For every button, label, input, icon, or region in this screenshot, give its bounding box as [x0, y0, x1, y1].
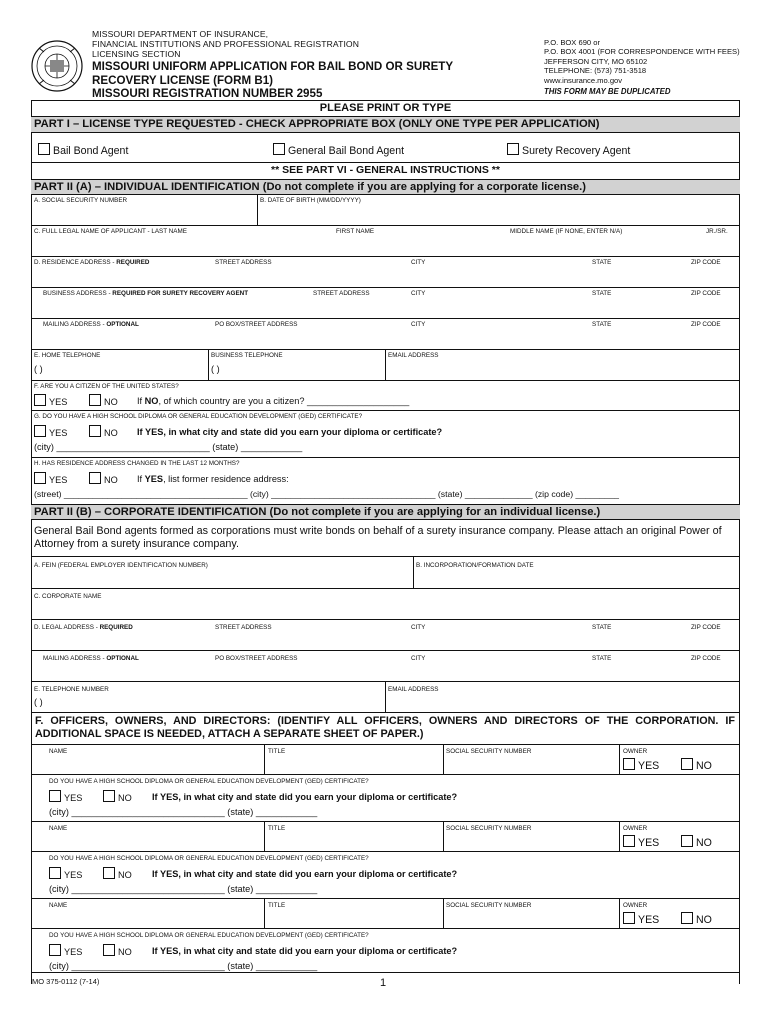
part1-heading: PART I – LICENSE TYPE REQUESTED - CHECK APPROPRIATE BOX (ONLY ONE TYPE PER APPLICATION) [31, 116, 740, 133]
officer-owner-label: OWNER [623, 825, 648, 832]
officer-ged-no[interactable]: NO [103, 790, 132, 804]
zip-label: ZIP CODE [691, 290, 721, 297]
corp-email-label: EMAIL ADDRESS [388, 686, 439, 693]
form-title-line-3: MISSOURI REGISTRATION NUMBER 2955 [92, 87, 323, 100]
corporate-name-input[interactable] [33, 602, 737, 618]
ssn-label: A. SOCIAL SECURITY NUMBER [34, 197, 128, 204]
checkbox[interactable] [34, 472, 46, 484]
mailing-address-input[interactable] [33, 330, 737, 348]
officer-ged-question: DO YOU HAVE A HIGH SCHOOL DIPLOMA OR GENERAL EDUCATION DEVELOPMENT (GED) CERTIFICATE? [49, 778, 369, 785]
checkbox[interactable] [103, 944, 115, 956]
first-name-label: FIRST NAME [336, 228, 375, 235]
officer-city-state-line[interactable]: (city) ______________________________ (state) ____________ [49, 884, 318, 894]
officer-city-state-line[interactable]: (city) ______________________________ (state) ____________ [49, 961, 318, 971]
zip-label: ZIP CODE [691, 624, 721, 631]
page-number: 1 [380, 977, 387, 989]
officer-title-input[interactable] [266, 757, 441, 773]
corporate-intro: General Bail Bond agents formed as corporations must write bonds on behalf of a surety insurance company. Please attach an original Power of Attorney from a surety insurance company. [34, 525, 722, 550]
ged-no[interactable]: NO [89, 425, 118, 439]
business-address-label: BUSINESS ADDRESS - REQUIRED FOR SURETY RECOVERY AGENT [43, 290, 249, 297]
owner-yes[interactable]: YES [623, 758, 659, 772]
form-title-line-1: MISSOURI UNIFORM APPLICATION FOR BAIL BOND OR SURETY [92, 60, 454, 73]
checkbox[interactable] [89, 394, 101, 406]
former-address-line[interactable]: (street) ______________________________________ (city) __________________________________ (state) ______________ (zip code) _________ [34, 489, 619, 499]
owner-yes[interactable]: YES [623, 835, 659, 849]
ged-question: G. DO YOU HAVE A HIGH SCHOOL DIPLOMA OR GENERAL EDUCATION DEVELOPMENT (GED) CERTIFICATE? [34, 413, 363, 420]
state-label: STATE [592, 655, 612, 662]
officer-title-input[interactable] [266, 911, 441, 927]
part2a-heading: PART II (A) – INDIVIDUAL IDENTIFICATION (Do not complete if you are applying for a corporate license.) [31, 179, 740, 195]
mailing-address-label: MAILING ADDRESS - OPTIONAL [43, 321, 139, 328]
officer-ssn-input[interactable] [445, 757, 617, 773]
citizen-yes[interactable]: YES [34, 394, 67, 408]
dept-line-2: FINANCIAL INSTITUTIONS AND PROFESSIONAL REGISTRATION [92, 39, 360, 49]
checkbox[interactable] [49, 867, 61, 879]
officer-ged-yes[interactable]: YES [49, 790, 82, 804]
officer-title-label: TITLE [268, 825, 286, 832]
residence-changed-no[interactable]: NO [89, 472, 118, 486]
state-label: STATE [592, 321, 612, 328]
officer-title-label: TITLE [268, 748, 286, 755]
see-part6-note: ** SEE PART VI - GENERAL INSTRUCTIONS ** [271, 164, 500, 176]
ged-city-state-line[interactable]: (city) ______________________________ (state) ____________ [34, 442, 303, 452]
officer-ged-no[interactable]: NO [103, 944, 132, 958]
dept-line-1: MISSOURI DEPARTMENT OF INSURANCE, [92, 29, 269, 39]
corp-mailing-address-input[interactable] [33, 664, 737, 680]
incorporation-date-label: B. INCORPORATION/FORMATION DATE [416, 562, 534, 569]
checkbox[interactable] [681, 912, 693, 924]
telephone-line: TELEPHONE: (573) 751-3518 [544, 66, 647, 76]
corp-mailing-address-label: MAILING ADDRESS - OPTIONAL [43, 655, 139, 662]
owner-no[interactable]: NO [681, 758, 712, 772]
address-line-3: JEFFERSON CITY, MO 65102 [544, 56, 648, 66]
please-print-heading: PLEASE PRINT OR TYPE [319, 102, 452, 114]
legal-address-input[interactable] [33, 633, 737, 649]
officer-ssn-label: SOCIAL SECURITY NUMBER [446, 902, 532, 909]
part2b-heading: PART II (B) – CORPORATE IDENTIFICATION (Do not complete if you are applying for an individual license.) [31, 504, 740, 520]
officer-title-label: TITLE [268, 902, 286, 909]
checkbox[interactable] [681, 758, 693, 770]
residence-address-input[interactable] [33, 268, 737, 286]
checkbox[interactable] [623, 835, 635, 847]
legal-address-label: D. LEGAL ADDRESS - REQUIRED [34, 624, 133, 631]
dob-input[interactable] [259, 206, 737, 224]
checkbox[interactable] [103, 790, 115, 802]
home-telephone-label: E. HOME TELEPHONE [34, 352, 101, 359]
po-box-label: PO BOX/STREET ADDRESS [215, 321, 298, 328]
fein-input[interactable] [33, 571, 411, 587]
city-label: CITY [411, 321, 426, 328]
fein-label: A. FEIN (FEDERAL EMPLOYER IDENTIFICATION NUMBER) [34, 562, 208, 569]
owner-yes[interactable]: YES [623, 912, 659, 926]
dept-line-3: LICENSING SECTION [92, 49, 181, 59]
option-bail-bond-agent[interactable]: Bail Bond Agent [38, 143, 128, 157]
checkbox[interactable] [623, 758, 635, 770]
corp-telephone-label: E. TELEPHONE NUMBER [34, 686, 109, 693]
address-line-1: P.O. BOX 690 or [544, 38, 600, 47]
checkbox[interactable] [507, 143, 519, 155]
form-title-line-2: RECOVERY LICENSE (FORM B1) [92, 73, 274, 87]
checkbox[interactable] [89, 472, 101, 484]
owner-no[interactable]: NO [681, 912, 712, 926]
citizen-question: F. ARE YOU A CITIZEN OF THE UNITED STATES? [34, 383, 179, 390]
checkbox[interactable] [49, 790, 61, 802]
officer-name-label: NAME [49, 748, 68, 755]
ssn-input[interactable] [33, 206, 255, 224]
dob-label: B. DATE OF BIRTH (MM/DD/YYYY) [260, 197, 361, 204]
owner-no[interactable]: NO [681, 835, 712, 849]
street-address-label: STREET ADDRESS [313, 290, 370, 297]
officer-city-state-line[interactable]: (city) ______________________________ (state) ____________ [49, 807, 318, 817]
officer-name-label: NAME [49, 902, 68, 909]
officer-ssn-label: SOCIAL SECURITY NUMBER [446, 825, 532, 832]
full-name-input[interactable] [33, 237, 737, 255]
officer-ged-no[interactable]: NO [103, 867, 132, 881]
corp-telephone-input[interactable]: ( ) [34, 697, 43, 707]
option-surety-recovery-agent[interactable]: Surety Recovery Agent [507, 143, 630, 157]
jr-sr-label: JR./SR. [706, 228, 728, 235]
state-label: STATE [592, 290, 612, 297]
full-name-label: C. FULL LEGAL NAME OF APPLICANT - LAST NAME [34, 228, 187, 235]
ged-yes[interactable]: YES [34, 425, 67, 439]
email-label: EMAIL ADDRESS [388, 352, 439, 359]
officers-heading: F. OFFICERS, OWNERS, AND DIRECTORS: (IDENTIFY ALL OFFICERS, OWNERS AND DIRECTORS OF THE CORPORATION. IF ADDITIONAL SPACE IS NEEDED, ATTACH A SEPARATE SHEET OF PAPER.) [35, 715, 735, 740]
officer-ged-question: DO YOU HAVE A HIGH SCHOOL DIPLOMA OR GENERAL EDUCATION DEVELOPMENT (GED) CERTIFICATE? [49, 855, 369, 862]
former-address-prompt: If YES, list former residence address: [137, 474, 289, 484]
officer-owner-label: OWNER [623, 748, 648, 755]
officer-ssn-label: SOCIAL SECURITY NUMBER [446, 748, 532, 755]
business-address-input[interactable] [33, 299, 737, 317]
incorporation-date-input[interactable] [415, 571, 737, 587]
address-line-2: P.O. BOX 4001 (FOR CORRESPONDENCE WITH FEES) [544, 47, 740, 57]
street-address-label: STREET ADDRESS [215, 259, 272, 266]
city-label: CITY [411, 624, 426, 631]
duplicate-note: THIS FORM MAY BE DUPLICATED [544, 87, 671, 96]
zip-label: ZIP CODE [691, 655, 721, 662]
officer-ged-city-prompt: If YES, in what city and state did you earn your diploma or certificate? [152, 792, 458, 802]
officer-name-label: NAME [49, 825, 68, 832]
city-label: CITY [411, 290, 426, 297]
street-address-label: STREET ADDRESS [215, 624, 272, 631]
website-line: www.insurance.mo.gov [544, 75, 623, 85]
officer-ged-city-prompt: If YES, in what city and state did you earn your diploma or certificate? [152, 946, 458, 956]
officer-ged-yes[interactable]: YES [49, 944, 82, 958]
zip-label: ZIP CODE [691, 259, 721, 266]
residence-changed-yes[interactable]: YES [34, 472, 67, 486]
po-box-label: PO BOX/STREET ADDRESS [215, 655, 298, 662]
residence-address-label: D. RESIDENCE ADDRESS - REQUIRED [34, 259, 150, 266]
form-number: MO 375-0112 (7-14) [32, 977, 100, 986]
checkbox[interactable] [34, 425, 46, 437]
checkbox[interactable] [103, 867, 115, 879]
checkbox[interactable] [273, 143, 285, 155]
officer-ged-city-prompt: If YES, in what city and state did you earn your diploma or certificate? [152, 869, 458, 879]
officer-ged-yes[interactable]: YES [49, 867, 82, 881]
email-input[interactable] [388, 362, 736, 378]
officer-name-input[interactable] [33, 911, 262, 927]
officer-name-input[interactable] [33, 834, 262, 850]
checkbox[interactable] [49, 944, 61, 956]
officer-ssn-input[interactable] [445, 834, 617, 850]
officer-title-input[interactable] [266, 834, 441, 850]
ged-city-prompt: If YES, in what city and state did you earn your diploma or certificate? [137, 427, 443, 437]
officer-ssn-input[interactable] [445, 911, 617, 927]
middle-name-label: MIDDLE NAME (IF NONE, ENTER N/A) [510, 228, 623, 235]
home-telephone-input[interactable]: ( ) [34, 364, 43, 374]
state-label: STATE [592, 624, 612, 631]
state-seal [30, 36, 84, 96]
corporate-name-label: C. CORPORATE NAME [34, 593, 102, 600]
state-label: STATE [592, 259, 612, 266]
corp-email-input[interactable] [388, 695, 736, 711]
city-label: CITY [411, 259, 426, 266]
checkbox[interactable] [34, 394, 46, 406]
business-telephone-input[interactable]: ( ) [211, 364, 220, 374]
seal-icon [30, 36, 84, 96]
business-telephone-label: BUSINESS TELEPHONE [211, 352, 283, 359]
officer-name-input[interactable] [33, 757, 262, 773]
checkbox[interactable] [681, 835, 693, 847]
checkbox[interactable] [623, 912, 635, 924]
city-label: CITY [411, 655, 426, 662]
option-general-bail-bond-agent[interactable]: General Bail Bond Agent [273, 143, 404, 157]
citizen-country-prompt: If NO, of which country are you a citizen? ____________________ [137, 396, 410, 406]
officer-owner-label: OWNER [623, 902, 648, 909]
officer-ged-question: DO YOU HAVE A HIGH SCHOOL DIPLOMA OR GENERAL EDUCATION DEVELOPMENT (GED) CERTIFICATE? [49, 932, 369, 939]
citizen-no[interactable]: NO [89, 394, 118, 408]
checkbox[interactable] [38, 143, 50, 155]
residence-changed-question: H. HAS RESIDENCE ADDRESS CHANGED IN THE LAST 12 MONTHS? [34, 460, 240, 467]
zip-label: ZIP CODE [691, 321, 721, 328]
checkbox[interactable] [89, 425, 101, 437]
